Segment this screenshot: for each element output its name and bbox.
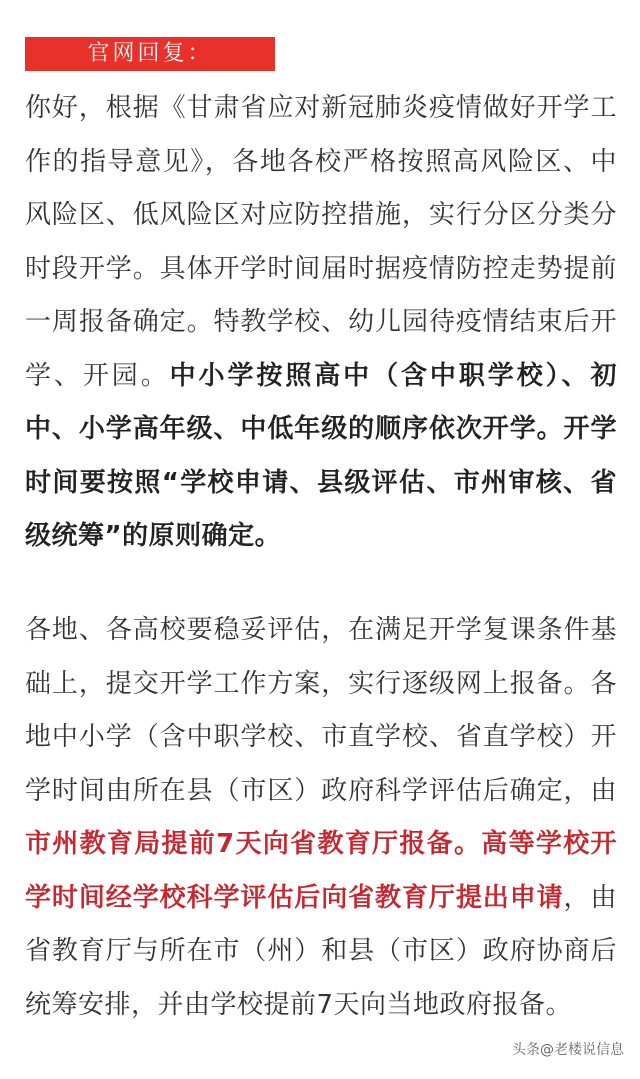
paragraph-1-text: 你好，根据《甘肃省应对新冠肺炎疫情做好开学工作的指导意见》，各地各校严格按照高风险区、中风险区、低风险区对应防控措施，实行分区分类分时段开学。具体开学时间届时据疫情防控走势提前一周报备确定。特教学校、幼儿园待疫情结束后开学、开园。 [25, 93, 617, 391]
paragraph-2-text-start: 各地、各高校要稳妥评估，在满足开学复课条件基础上，提交开学工作方案，实行逐级网上报备。各地中小学（含中职学校、市直学校、省直学校）开学时间由所在县（市区）政府科学评估后确定，由 [25, 615, 617, 806]
reply-paragraph-1 [25, 82, 617, 564]
official-reply-tag: 官网回复： [25, 37, 275, 71]
watermark: 头条@老楼说信息 [512, 1042, 624, 1058]
paragraph-2-text-end: ，由省教育厅与所在市（州）和县（市区）政府协商后统筹安排，并由学校提前7天向当地政府报备。 [25, 882, 617, 1020]
paragraph-2-red-highlight: 市州教育局提前7天向省教育厅报备。高等学校开学时间经学校科学评估后向省教育厅提出申请 [25, 829, 617, 913]
reply-paragraph-2 [25, 604, 617, 1032]
paragraph-1-bold-text: 中小学按照高中（含中职学校）、初中、小学高年级、中低年级的顺序依次开学。开学时间要按照“学校申请、县级评估、市州审核、省级统筹”的原则确定。 [25, 360, 617, 551]
